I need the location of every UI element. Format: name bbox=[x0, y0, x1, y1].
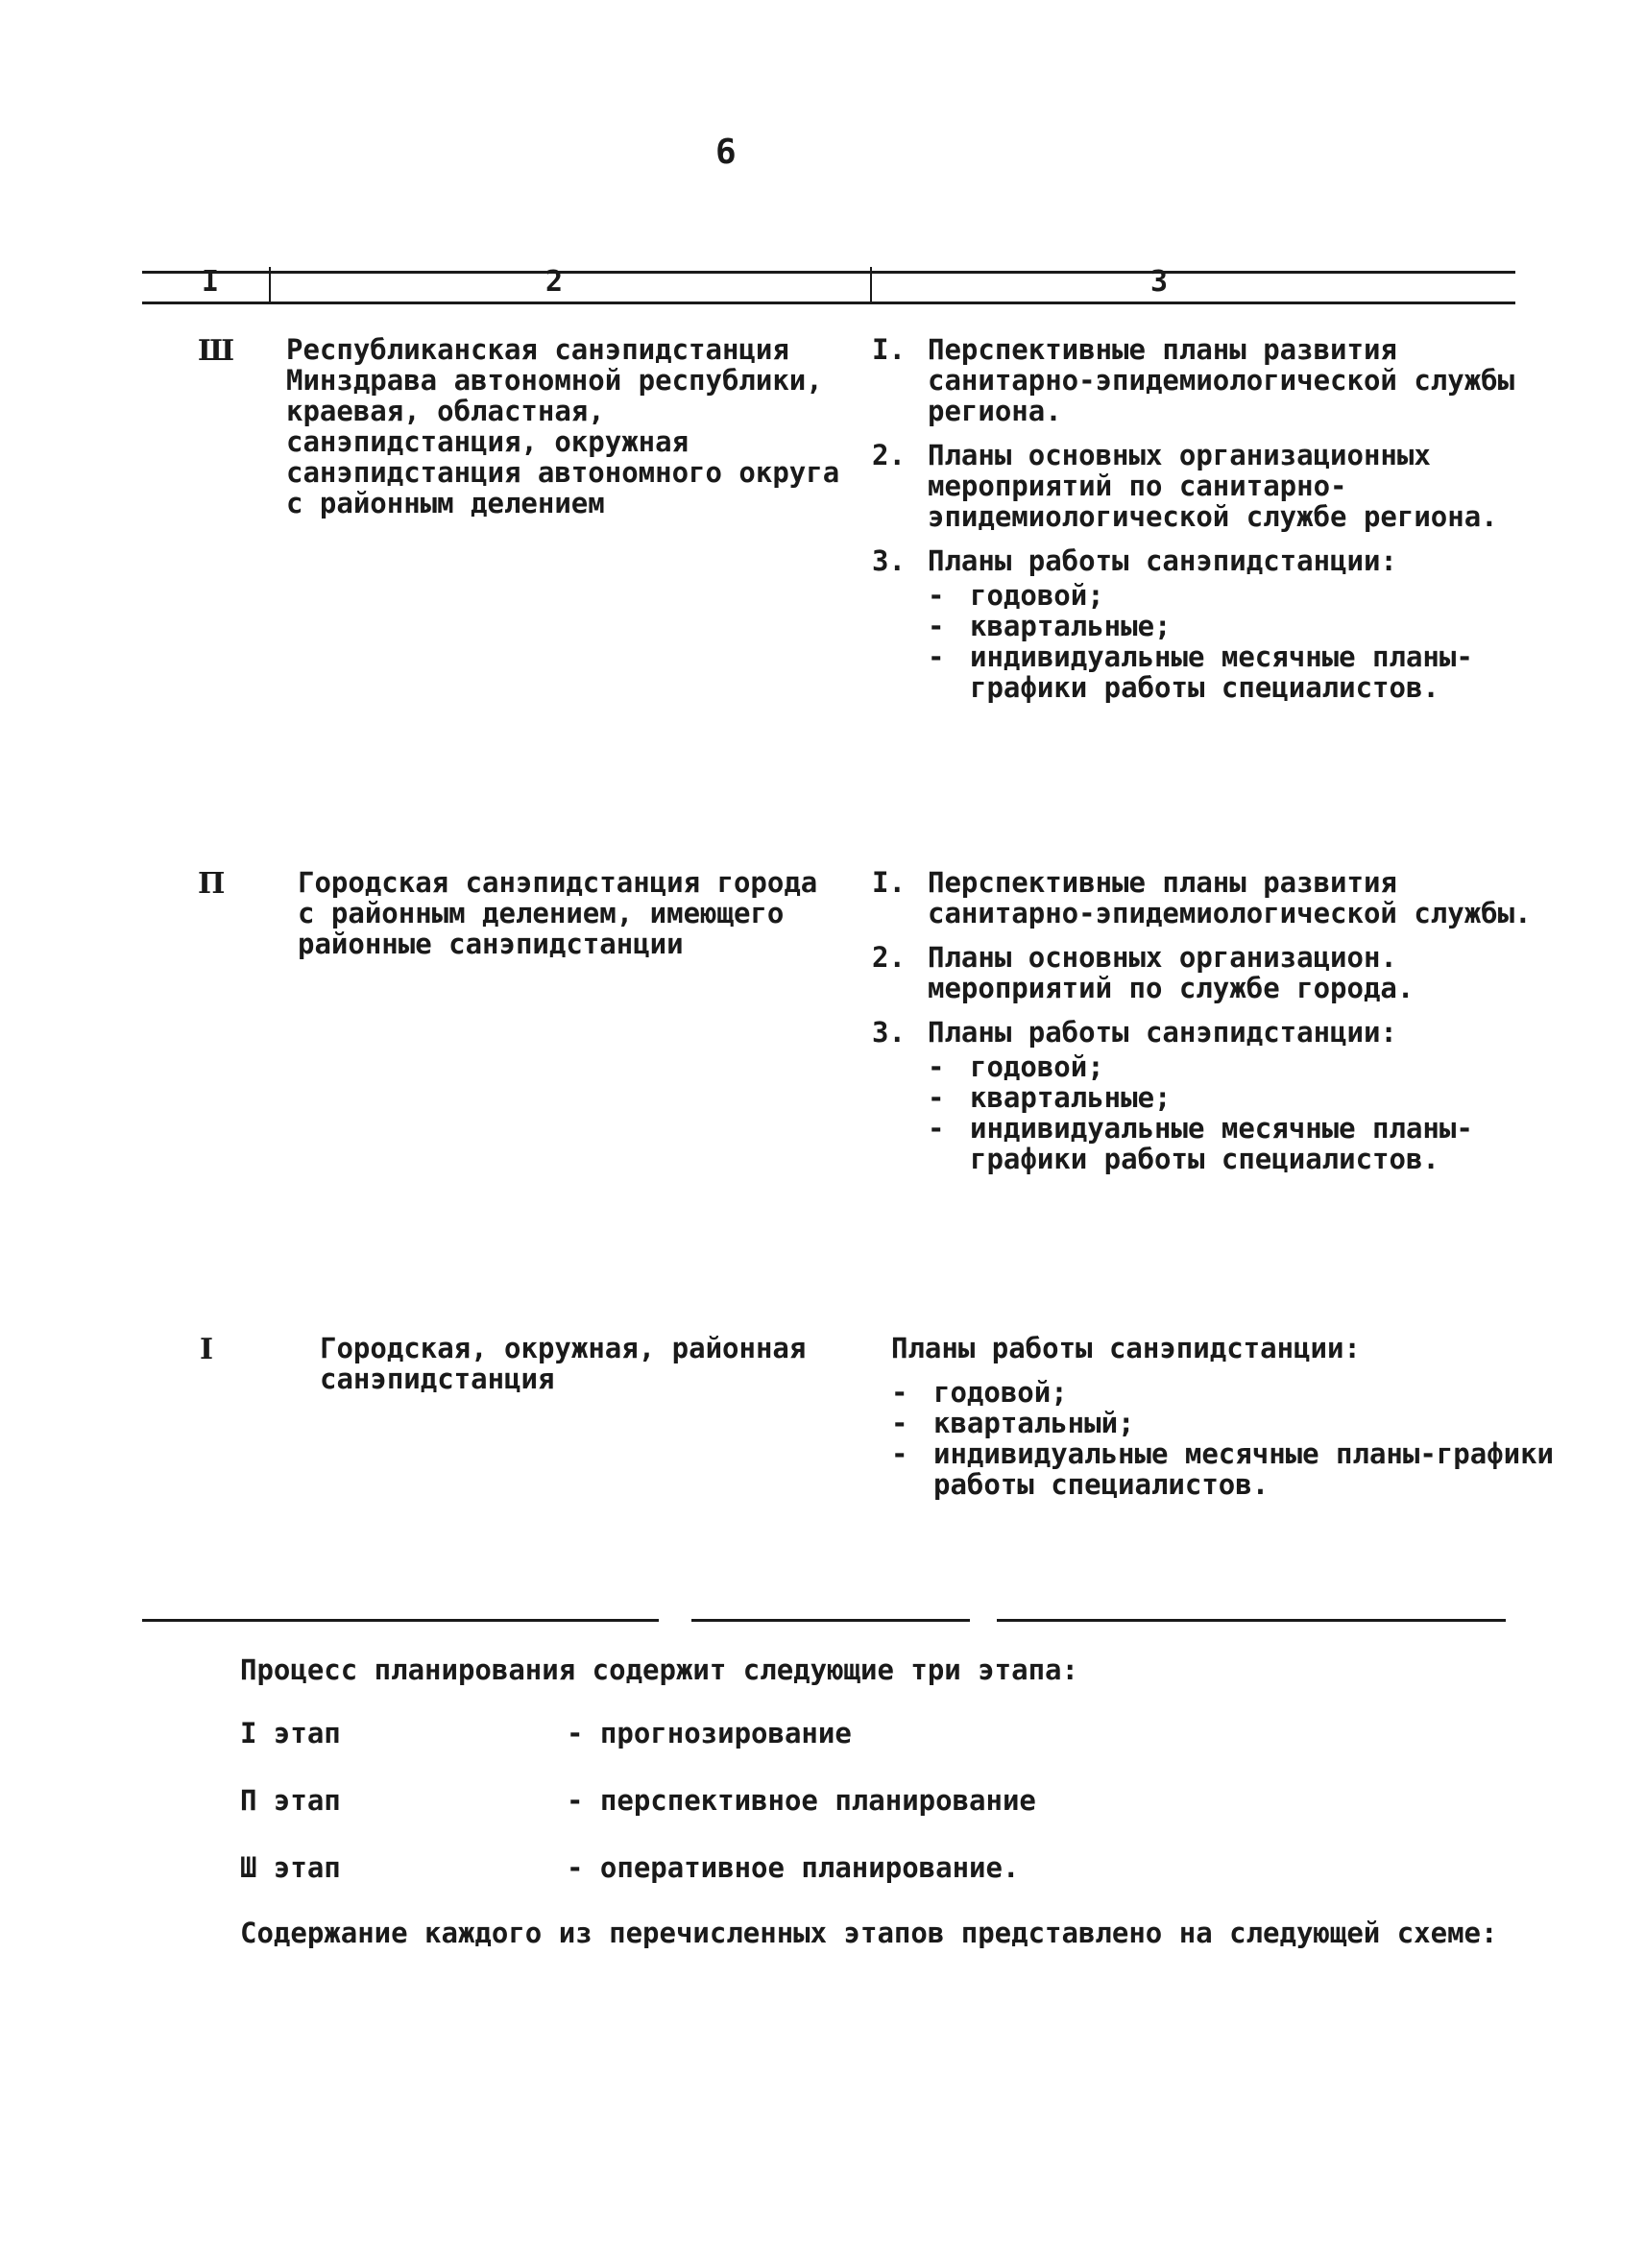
row-organization: Городская, окружная, районная санэпидстанция bbox=[320, 1332, 807, 1395]
row-plans bbox=[872, 867, 1544, 1174]
closing-paragraph: Содержание каждого из перечисленных этапов представлено на следующей схеме: bbox=[240, 1917, 1498, 1949]
plan-text: Планы основных организационных мероприятий по санитарно-эпидемиологической службе региона. bbox=[928, 439, 1498, 533]
plan-item bbox=[872, 334, 1544, 426]
stage-description: - прогнозирование bbox=[567, 1717, 852, 1749]
intro-text: Процесс планирования содержит следующие три этапа: bbox=[240, 1653, 1078, 1686]
plan-item bbox=[872, 867, 1544, 929]
plan-number: I. bbox=[872, 866, 906, 899]
row-level: П bbox=[198, 867, 226, 901]
list-item: - годовой; bbox=[891, 1376, 1068, 1409]
plan-item bbox=[872, 942, 1544, 1003]
plan-text: Планы основных организацион. мероприятий по службе города. bbox=[928, 941, 1415, 1004]
footer-rule bbox=[142, 1619, 659, 1622]
plan-text: Планы работы санэпидстанции: bbox=[928, 544, 1397, 577]
plan-number: 3. bbox=[872, 1016, 906, 1049]
plans-title: Планы работы санэпидстанции: bbox=[891, 1332, 1361, 1364]
plans-list bbox=[891, 1377, 1554, 1500]
header-col-1: I bbox=[202, 265, 220, 299]
stage-name: Ш этап bbox=[240, 1851, 341, 1884]
table-header bbox=[142, 267, 1515, 305]
list-item: - индивидуальные месячные планы-графики работы специалистов. bbox=[891, 1437, 1555, 1501]
plan-sub-list bbox=[872, 1051, 1544, 1174]
row-level: Ш bbox=[198, 334, 235, 368]
plan-item bbox=[872, 440, 1544, 532]
plan-number: 2. bbox=[872, 941, 906, 974]
header-separator bbox=[870, 267, 872, 302]
list-item: - квартальные; bbox=[928, 1081, 1172, 1114]
header-col-2: 2 bbox=[545, 265, 564, 299]
list-item: - индивидуальные месячные планы-графики работы специалистов. bbox=[928, 1112, 1473, 1175]
stage-description: - перспективное планирование bbox=[567, 1784, 1036, 1817]
row-plans bbox=[891, 1333, 1554, 1500]
plan-text: Перспективные планы развития санитарно-эпидемиологической службы региона. bbox=[928, 333, 1515, 427]
list-item: - квартальный; bbox=[891, 1407, 1135, 1439]
footer-rule bbox=[691, 1619, 970, 1622]
plan-number: 2. bbox=[872, 439, 906, 471]
header-top-rule bbox=[142, 271, 1515, 274]
plan-item bbox=[872, 1017, 1544, 1048]
list-item: - квартальные; bbox=[928, 610, 1172, 642]
row-level: I bbox=[200, 1333, 214, 1366]
row-organization: Республиканская санэпидстанция Минздрава автономной республики, краевая, областная, санэпидстанция, окружная санэпидстанция автономного округа с районным делением bbox=[286, 333, 840, 519]
plan-text: Планы работы санэпидстанции: bbox=[928, 1016, 1397, 1049]
table-footer bbox=[142, 1619, 1515, 1625]
header-bottom-rule bbox=[142, 302, 1515, 304]
plan-number: I. bbox=[872, 333, 906, 366]
list-item: - годовой; bbox=[928, 1050, 1104, 1083]
header-separator bbox=[269, 267, 271, 302]
plan-sub-list bbox=[872, 580, 1544, 703]
list-item: - годовой; bbox=[928, 579, 1104, 612]
row-plans bbox=[872, 334, 1544, 703]
plan-item bbox=[872, 545, 1544, 576]
plan-text: Перспективные планы развития санитарно-эпидемиологической службы. bbox=[928, 866, 1532, 929]
stage-name: П этап bbox=[240, 1784, 341, 1817]
header-col-3: 3 bbox=[1150, 265, 1169, 299]
footer-rule bbox=[997, 1619, 1506, 1622]
stage-description: - оперативное планирование. bbox=[567, 1851, 1020, 1884]
row-organization: Городская санэпидстанция города с районным делением, имеющего районные санэпидстанции bbox=[298, 866, 818, 960]
list-item: - индивидуальные месячные планы-графики работы специалистов. bbox=[928, 640, 1473, 704]
page-number: 6 bbox=[715, 133, 737, 172]
stage-name: I этап bbox=[240, 1717, 341, 1749]
plan-number: 3. bbox=[872, 544, 906, 577]
